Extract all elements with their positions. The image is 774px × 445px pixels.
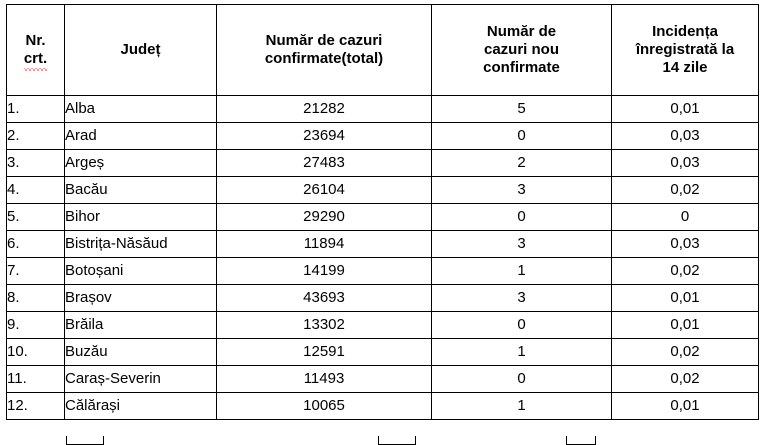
cell-nr: 11. [7, 366, 65, 393]
cell-incidence: 0 [612, 204, 759, 231]
cell-nr: 1. [7, 96, 65, 123]
cell-incidence: 0,03 [612, 150, 759, 177]
header-line: Incidența [652, 22, 718, 40]
cell-total: 21282 [217, 96, 432, 123]
cell-judet: Brașov [65, 285, 217, 312]
cell-judet: Buzău [65, 339, 217, 366]
table-row [7, 366, 759, 393]
cell-judet: Alba [65, 96, 217, 123]
cell-incidence: 0,02 [612, 177, 759, 204]
cell-nr: 3. [7, 150, 65, 177]
column-header-incidence [612, 5, 759, 96]
cell-incidence: 0,02 [612, 258, 759, 285]
cell-new-cases: 0 [432, 204, 612, 231]
cell-new-cases: 2 [432, 150, 612, 177]
cell-new-cases: 1 [432, 258, 612, 285]
cell-new-cases: 0 [432, 312, 612, 339]
table-row [7, 123, 759, 150]
header-line: confirmate(total) [264, 50, 384, 67]
cell-new-cases: 1 [432, 393, 612, 420]
cell-nr: 7. [7, 258, 65, 285]
cell-incidence: 0,02 [612, 366, 759, 393]
cell-total: 12591 [217, 339, 432, 366]
table-header-row [7, 5, 759, 96]
cell-incidence: 0,01 [612, 285, 759, 312]
cell-total: 26104 [217, 177, 432, 204]
table-row [7, 231, 759, 258]
cell-total: 10065 [217, 393, 432, 420]
column-header-judet [65, 5, 217, 96]
cell-judet: Caraș-Severin [65, 366, 217, 393]
cell-judet: Călărași [65, 393, 217, 420]
table-row [7, 177, 759, 204]
cell-nr: 6. [7, 231, 65, 258]
header-line: înregistrată la [635, 40, 735, 58]
cell-nr: 4. [7, 177, 65, 204]
table-row [7, 339, 759, 366]
cell-judet: Brăila [65, 312, 217, 339]
table-body [7, 96, 759, 420]
header-line: cazuri nou [483, 40, 559, 58]
cell-total: 11493 [217, 366, 432, 393]
header-line: 14 zile [662, 59, 708, 77]
table-row [7, 312, 759, 339]
cell-nr: 12. [7, 393, 65, 420]
cell-incidence: 0,01 [612, 312, 759, 339]
cell-total: 27483 [217, 150, 432, 177]
column-header-total-confirmed [217, 5, 432, 96]
cell-total: 23694 [217, 123, 432, 150]
cell-total: 14199 [217, 258, 432, 285]
cell-nr: 9. [7, 312, 65, 339]
table-row [7, 96, 759, 123]
cell-judet: Arad [65, 123, 217, 150]
cell-incidence: 0,02 [612, 339, 759, 366]
table-row [7, 258, 759, 285]
cell-new-cases: 0 [432, 123, 612, 150]
table-row [7, 285, 759, 312]
cell-total: 29290 [217, 204, 432, 231]
cell-new-cases: 5 [432, 96, 612, 123]
cell-new-cases: 0 [432, 366, 612, 393]
header-line: Județ [120, 40, 161, 58]
cell-total: 11894 [217, 231, 432, 258]
table-row [7, 204, 759, 231]
cell-incidence: 0,01 [612, 393, 759, 420]
header-line: confirmate [483, 59, 560, 77]
spellcheck-underlined-text: crt. [23, 50, 48, 67]
cell-new-cases: 3 [432, 285, 612, 312]
cell-judet: Argeș [65, 150, 217, 177]
cell-total: 13302 [217, 312, 432, 339]
column-header-nr-crt [7, 5, 65, 96]
cell-nr: 5. [7, 204, 65, 231]
cell-new-cases: 3 [432, 231, 612, 258]
cell-new-cases: 3 [432, 177, 612, 204]
header-line: Nr. [25, 31, 46, 49]
cell-total: 43693 [217, 285, 432, 312]
cell-judet: Botoșani [65, 258, 217, 285]
header-line: Număr de [486, 22, 557, 40]
column-header-new-cases [432, 5, 612, 96]
page-edge-artifacts [6, 433, 758, 445]
cell-judet: Bistrița-Năsăud [65, 231, 217, 258]
cell-incidence: 0,01 [612, 96, 759, 123]
cell-nr: 10. [7, 339, 65, 366]
cell-judet: Bihor [65, 204, 217, 231]
cases-by-county-table [6, 4, 759, 420]
table-row [7, 393, 759, 420]
document-page [0, 4, 774, 445]
header-line: Număr de cazuri [265, 31, 383, 49]
cell-nr: 8. [7, 285, 65, 312]
header-line-misspelled [11, 50, 60, 68]
cell-nr: 2. [7, 123, 65, 150]
cell-incidence: 0,03 [612, 231, 759, 258]
cell-incidence: 0,03 [612, 123, 759, 150]
cell-judet: Bacău [65, 177, 217, 204]
table-row [7, 150, 759, 177]
cell-new-cases: 1 [432, 339, 612, 366]
